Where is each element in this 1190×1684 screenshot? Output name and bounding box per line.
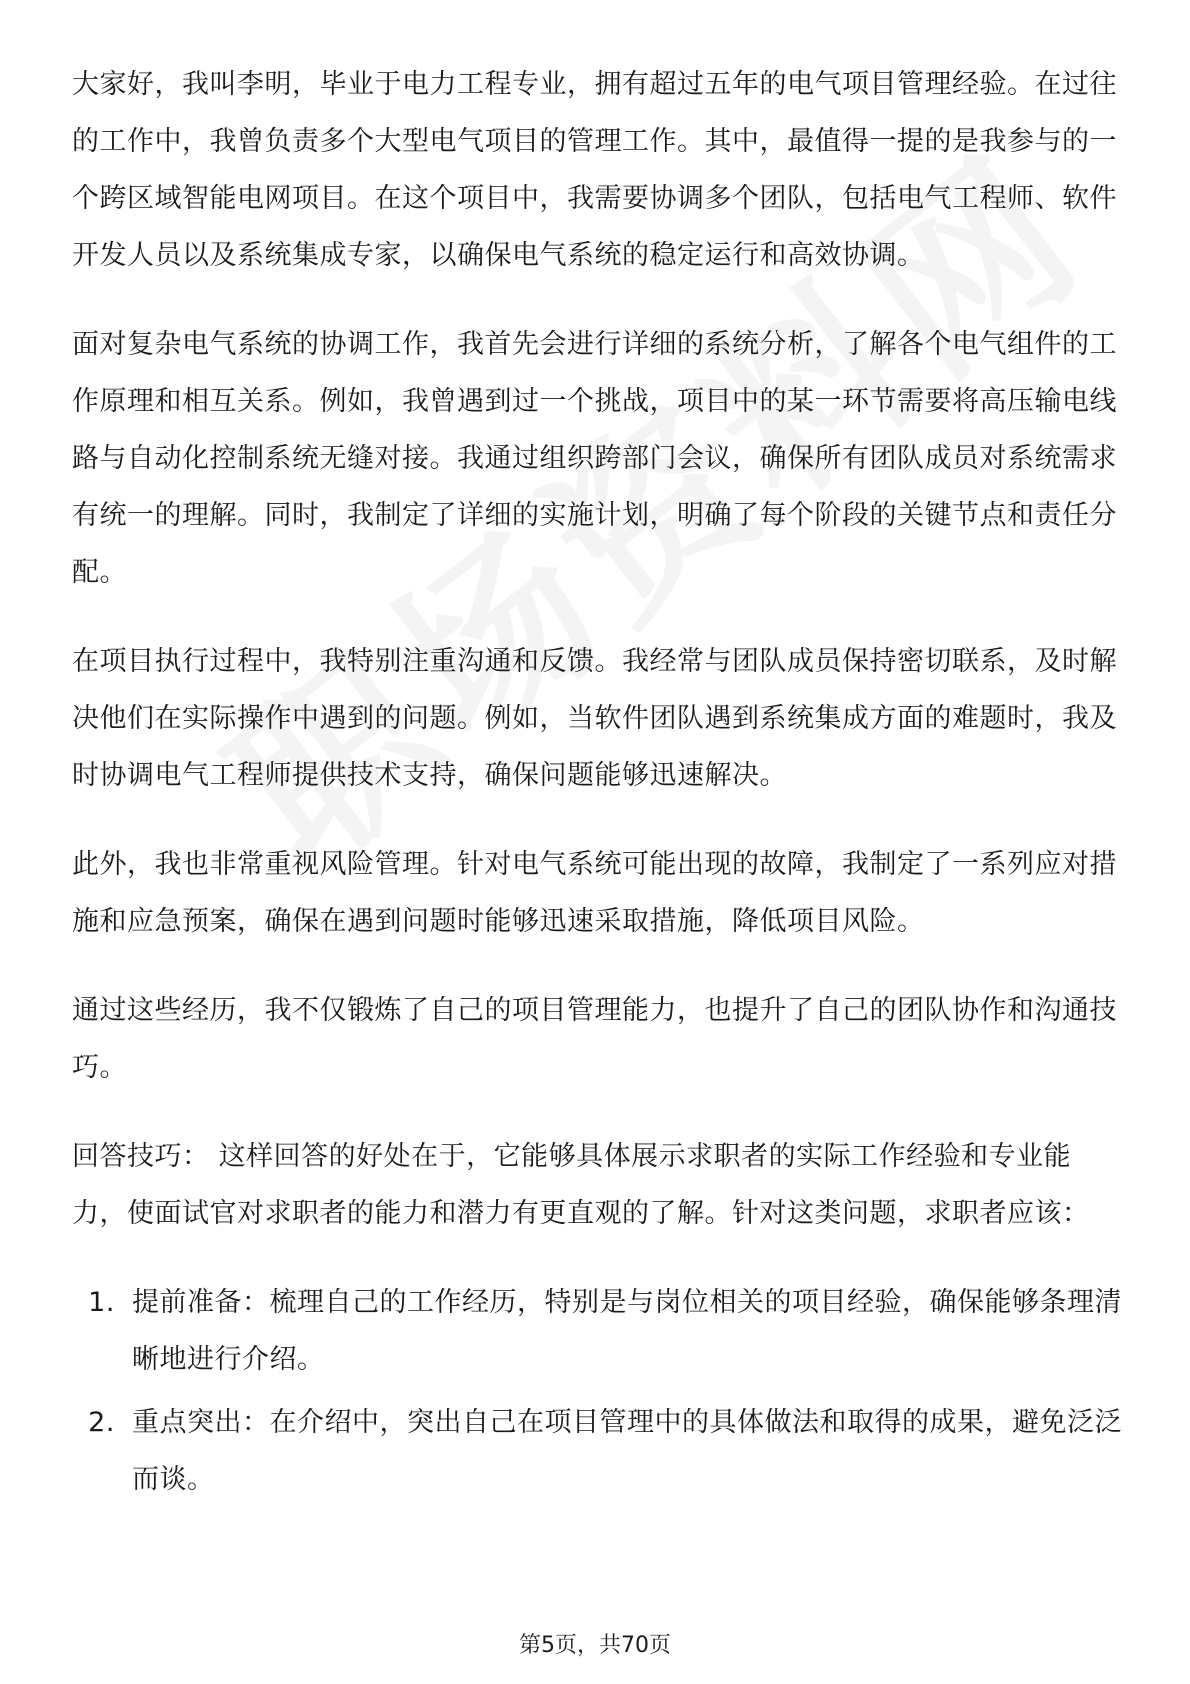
paragraph-risk: 此外，我也非常重视风险管理。针对电气系统可能出现的故障，我制定了一系列应对措施和应急预案，确保在遇到问题时能够迅速采取措施，降低项目风险。 <box>72 849 1117 937</box>
page-number: 第5页，共70页 <box>519 1633 671 1658</box>
list-item: 1. 提前准备：梳理自己的工作经历，特别是与岗位相关的项目经验，确保能够条理清晰地进行介绍。 <box>124 1274 1122 1388</box>
paragraph-summary: 通过这些经历，我不仅锻炼了自己的项目管理能力，也提升了自己的团队协作和沟通技巧。 <box>72 995 1117 1083</box>
paragraph-intro: 大家好，我叫李明，毕业于电力工程专业，拥有超过五年的电气项目管理经验。在过往的工作中，我曾负责多个大型电气项目的管理工作。其中，最值得一提的是我参与的一个跨区域智能电网项目。在这个项目中，我需要协调多个团队，包括电气工程师、软件开发人员以及系统集成专家，以确保电气系统的稳定运行和高效协调。 <box>72 69 1117 271</box>
list-item: 2. 重点突出：在介绍中，突出自己在项目管理中的具体做法和取得的成果，避免泛泛而谈。 <box>124 1394 1122 1508</box>
paragraph-answer-tips: 回答技巧： 这样回答的好处在于，它能够具体展示求职者的实际工作经验和专业能力，使面试官对求职者的能力和潜力有更直观的了解。针对这类问题，求职者应该： <box>72 1141 1090 1229</box>
paragraph-communication: 在项目执行过程中，我特别注重沟通和反馈。我经常与团队成员保持密切联系，及时解决他们在实际操作中遇到的问题。例如，当软件团队遇到系统集成方面的难题时，我及时协调电气工程师提供技术支持，确保问题能够迅速解决。 <box>72 646 1117 791</box>
paragraph-coordination: 面对复杂电气系统的协调工作，我首先会进行详细的系统分析，了解各个电气组件的工作原理和相互关系。例如，我曾遇到过一个挑战，项目中的某一环节需要将高压输电线路与自动化控制系统无缝对接。我通过组织跨部门会议，确保所有团队成员对系统需求有统一的理解。同时，我制定了详细的实施计划，明确了每个阶段的关键节点和责任分配。 <box>72 329 1117 588</box>
document-body <box>72 56 1122 1514</box>
tips-list <box>72 1274 1122 1508</box>
